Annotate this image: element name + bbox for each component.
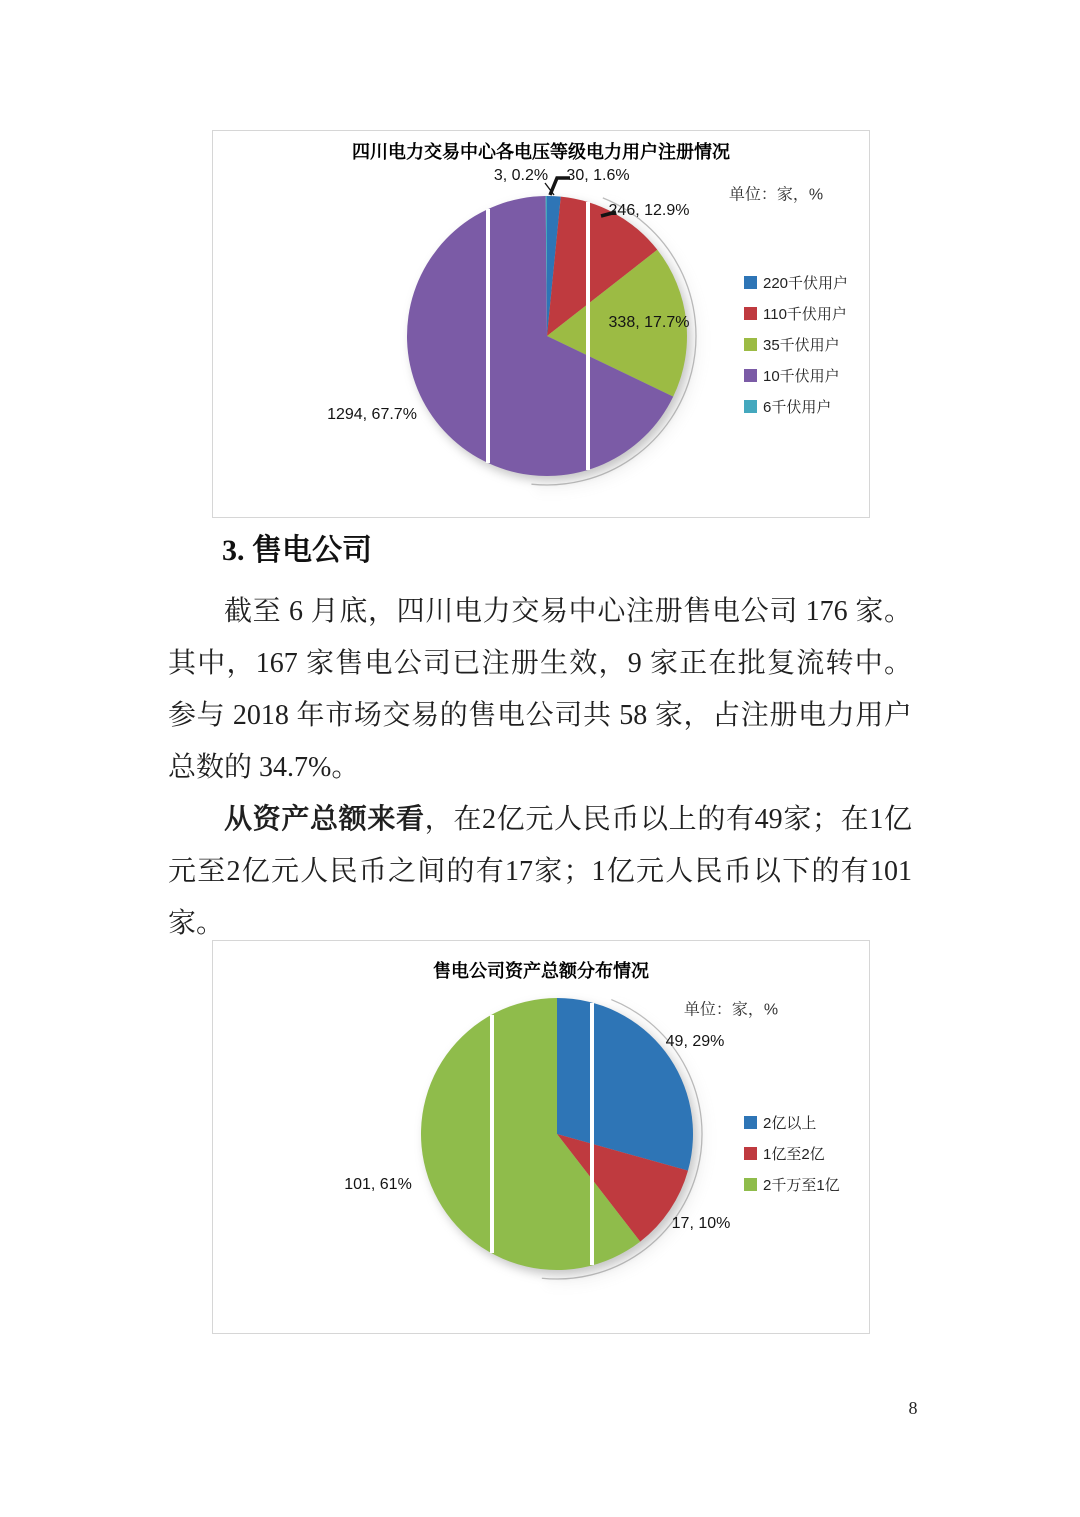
paragraph: [168, 794, 912, 950]
text-line: 总数的 34.7%。: [168, 752, 360, 783]
data-label: 30, 1.6%: [566, 167, 630, 184]
text-line: 元至2亿元人民币之间的有17家；1亿元人民币以下的有101: [168, 856, 912, 887]
data-label: 3, 0.2%: [493, 167, 549, 184]
data-label: 17, 10%: [671, 1215, 731, 1232]
data-label: 338, 17.7%: [608, 314, 690, 331]
text-line: 截至 6 月底，四川电力交易中心注册售电公司 176 家。: [224, 596, 912, 627]
text-line: 其中，167 家售电公司已注册生效，9 家正在批复流转中。: [168, 648, 912, 679]
chart-panel-assets-distribution: [212, 940, 870, 1334]
legend-label: 110千伏用户: [763, 306, 847, 323]
text-line: 从资产总额来看，在2亿元人民币以上的有49家；在1亿: [224, 804, 912, 835]
legend-item: [744, 1107, 840, 1138]
unit-label: 单位：家，%: [683, 1001, 779, 1019]
legend-label: 10千伏用户: [763, 368, 840, 385]
legend-item: [744, 391, 848, 422]
text-line: 家。: [168, 908, 225, 939]
text-line: 参与 2018 年市场交易的售电公司共 58 家，占注册电力用户: [168, 700, 912, 731]
chart-title: 四川电力交易中心各电压等级电力用户注册情况: [352, 142, 730, 162]
data-label: 49, 29%: [665, 1033, 725, 1050]
legend-label: 2亿以上: [763, 1115, 817, 1132]
paragraph: [168, 586, 912, 794]
legend-label: 6千伏用户: [763, 399, 832, 416]
legend-swatch-icon: [744, 369, 757, 382]
legend-swatch-icon: [744, 1147, 757, 1160]
legend-item: [744, 1138, 840, 1169]
legend-label: 35千伏用户: [763, 337, 840, 354]
legend-item: [744, 329, 848, 360]
legend-swatch-icon: [744, 338, 757, 351]
legend-item: [744, 360, 848, 391]
chart-title: 售电公司资产总额分布情况: [433, 961, 649, 981]
legend-item: [744, 1169, 840, 1200]
legend-swatch-icon: [744, 1116, 757, 1129]
chart-legend: [744, 267, 848, 422]
data-label: 1294, 67.7%: [327, 406, 417, 423]
legend-label: 1亿至2亿: [763, 1146, 825, 1163]
legend-label: 220千伏用户: [763, 275, 849, 292]
chart-legend: [744, 1107, 840, 1200]
legend-item: [744, 298, 848, 329]
legend-label: 2千万至1亿: [763, 1177, 840, 1194]
unit-label: 单位：家，%: [728, 186, 824, 204]
chart-panel-voltage-registration: [212, 130, 870, 518]
legend-swatch-icon: [744, 1178, 757, 1191]
body-paragraphs: [168, 586, 912, 950]
page-number: 8: [908, 1398, 918, 1418]
legend-item: [744, 267, 848, 298]
data-label: 101, 61%: [344, 1176, 412, 1193]
legend-swatch-icon: [744, 400, 757, 413]
data-label: 246, 12.9%: [608, 202, 690, 219]
legend-swatch-icon: [744, 276, 757, 289]
legend-swatch-icon: [744, 307, 757, 320]
section-heading: 3. 售电公司: [222, 534, 372, 567]
